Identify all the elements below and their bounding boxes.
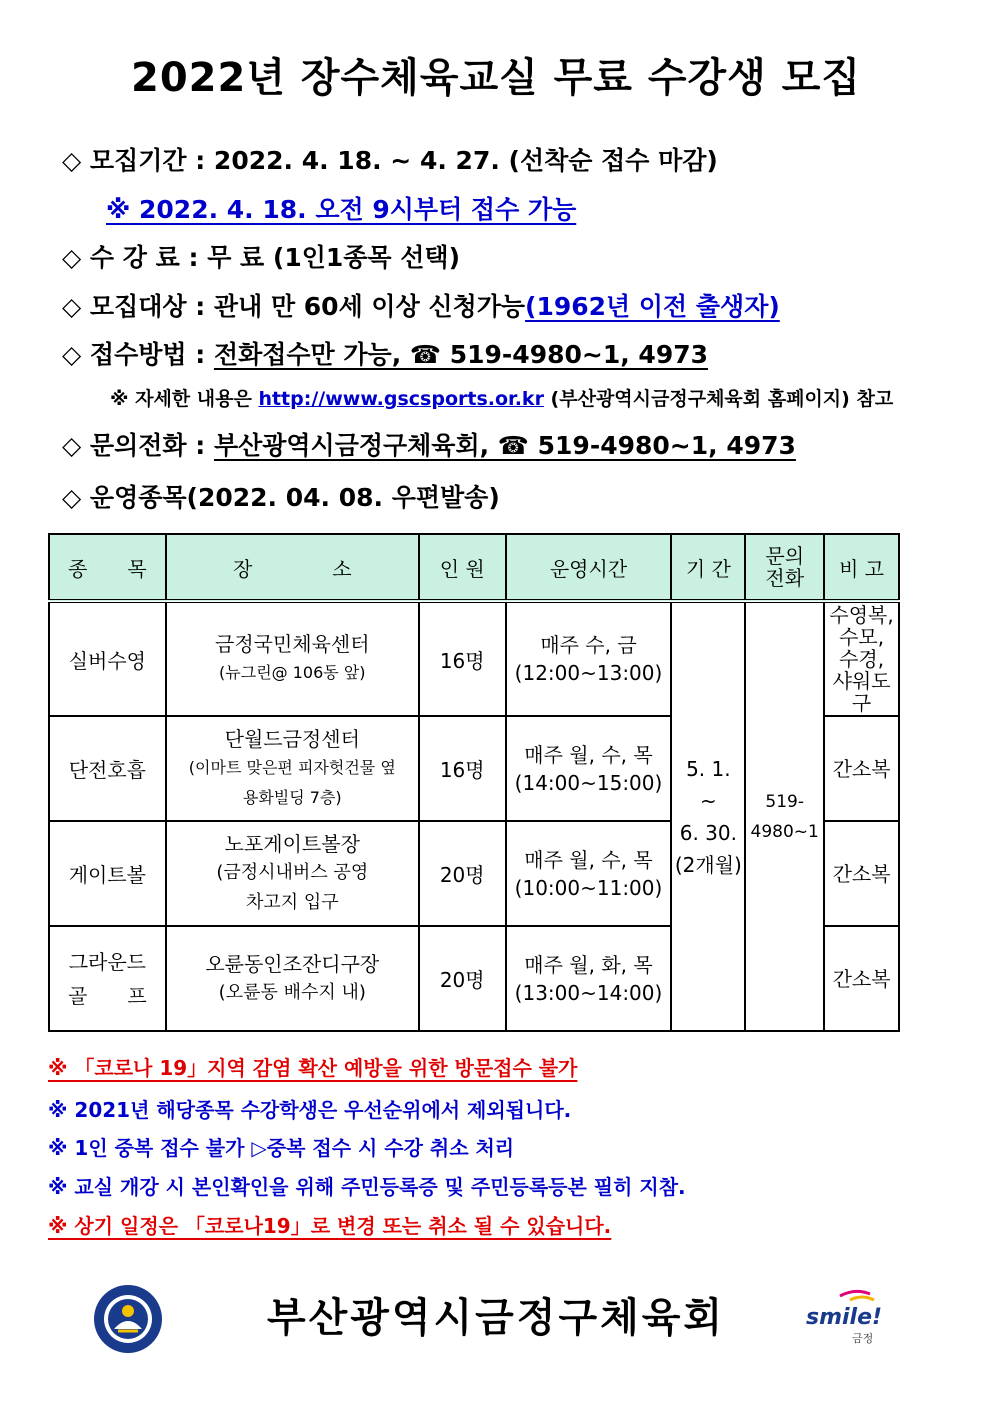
place-detail: (이마트 맞은편 피자헛건물 옆 용화빌딩 7층) xyxy=(188,757,396,807)
time-hours: (14:00~15:00) xyxy=(514,770,663,795)
time-hours: (12:00~13:00) xyxy=(514,661,663,685)
time-hours: (13:00~14:00) xyxy=(514,980,663,1005)
header-place: 장 소 xyxy=(166,534,419,601)
notice-1-text: ※ 「코로나 19」지역 감염 확산 예방을 위한 방문접수 불가 xyxy=(48,1056,578,1080)
header-time: 운영시간 xyxy=(506,534,672,601)
program-name: 단전호흡 xyxy=(49,716,166,821)
notice-1 xyxy=(48,1052,577,1081)
smile-text: smile! xyxy=(806,1305,883,1330)
apply-method xyxy=(62,335,708,371)
footer-org-name: 부산광역시금정구체육회 xyxy=(266,1295,726,1341)
notice-4: ※ 교실 개강 시 본인확인을 위해 주민등록증 및 주민등록등본 필히 지참. xyxy=(48,1175,686,1199)
note-cell: 간소복 xyxy=(824,716,899,821)
period-note-text: ※ 2022. 4. 18. 오전 9시부터 접수 가능 xyxy=(106,195,577,224)
smile-geumjeong-logo xyxy=(800,1288,890,1352)
program-name: 실버수영 xyxy=(49,601,166,716)
smile-subtext: 금정 xyxy=(852,1332,874,1345)
place-name: 금정국민체육센터 xyxy=(215,632,370,656)
time-cell xyxy=(506,601,672,716)
detail-prefix: ※ 자세한 내용은 xyxy=(110,388,259,410)
header-note: 비 고 xyxy=(824,534,899,601)
place-cell xyxy=(166,926,419,1031)
method-value: 전화접수만 가능, ☎ 519-4980~1, 4973 xyxy=(213,340,709,369)
program-name: 그라운드 골 프 xyxy=(49,926,166,1031)
recruit-period: ◇ 모집기간 : 2022. 4. 18. ~ 4. 27. (선착순 접수 마감) xyxy=(62,146,718,175)
program-name: 게이트볼 xyxy=(49,821,166,926)
phone-cell: 519- 4980~1 xyxy=(745,601,824,1031)
place-name: 단월드금정센터 xyxy=(224,726,360,751)
place-cell xyxy=(166,821,419,926)
page-title: 2022년 장수체육교실 무료 수강생 모집 xyxy=(131,55,861,101)
note-cell: 수영복, 수모, 수경, 샤워도구 xyxy=(824,601,899,716)
table-row xyxy=(49,601,899,716)
count-cell: 16명 xyxy=(419,716,506,821)
header-program: 종 목 xyxy=(49,534,166,601)
time-cell xyxy=(506,821,672,926)
contact-phone xyxy=(62,426,796,462)
notice-5-text: ※ 상기 일정은 「코로나19」로 변경 또는 취소 될 수 있습니다. xyxy=(48,1214,612,1238)
notice-5 xyxy=(48,1210,611,1239)
time-days: 매주 월, 수, 목 xyxy=(524,847,653,872)
time-hours: (10:00~11:00) xyxy=(514,875,663,900)
header-period: 기 간 xyxy=(671,534,745,601)
header-count: 인 원 xyxy=(419,534,506,601)
place-cell xyxy=(166,716,419,821)
time-cell xyxy=(506,716,672,821)
place-detail: (뉴그린@ 106동 앞) xyxy=(219,663,366,682)
count-cell: 20명 xyxy=(419,926,506,1031)
target-label: ◇ 모집대상 : 관내 만 60세 이상 신청가능 xyxy=(62,292,526,321)
time-days: 매주 월, 화, 목 xyxy=(524,952,653,977)
notice-2: ※ 2021년 해당종목 수강학생은 우선순위에서 제외됩니다. xyxy=(48,1098,572,1122)
contact-value: 부산광역시금정구체육회, ☎ 519-4980~1, 4973 xyxy=(213,431,796,460)
period-note xyxy=(106,190,576,226)
time-days: 매주 월, 수, 목 xyxy=(524,742,653,767)
detail-note xyxy=(110,384,893,411)
period-cell: 5. 1. ~ 6. 30. (2개월) xyxy=(671,601,745,1031)
note-cell: 간소복 xyxy=(824,926,899,1031)
time-days: 매주 수, 금 xyxy=(540,633,637,657)
schedule-table xyxy=(48,533,900,1032)
count-cell: 20명 xyxy=(419,821,506,926)
note-cell: 간소복 xyxy=(824,821,899,926)
count-cell: 16명 xyxy=(419,601,506,716)
place-cell xyxy=(166,601,419,716)
detail-suffix: (부산광역시금정구체육회 홈페이지) 참고 xyxy=(543,388,894,410)
place-detail: (금정시내버스 공영 차고지 입구 xyxy=(216,861,369,913)
tuition-fee: ◇ 수 강 료 : 무 료 (1인1종목 선택) xyxy=(62,243,460,272)
homepage-link[interactable]: http://www.gscsports.or.kr xyxy=(258,388,544,410)
contact-label: ◇ 문의전화 : xyxy=(62,431,214,460)
notice-3: ※ 1인 중복 접수 불가 ▷중복 접수 시 수강 취소 처리 xyxy=(48,1136,515,1160)
header-phone: 문의 전화 xyxy=(745,534,824,601)
method-label: ◇ 접수방법 : xyxy=(62,340,214,369)
programs-heading: ◇ 운영종목(2022. 04. 08. 우편발송) xyxy=(62,483,500,512)
place-detail: (오륜동 배수지 내) xyxy=(218,981,366,1003)
recruit-target xyxy=(62,287,780,323)
time-cell xyxy=(506,926,672,1031)
place-name: 오륜동인조잔디구장 xyxy=(205,951,380,976)
place-name: 노포게이트볼장 xyxy=(224,831,360,856)
table-header-row xyxy=(49,534,899,601)
target-highlight: (1962년 이전 출생자) xyxy=(525,292,780,321)
